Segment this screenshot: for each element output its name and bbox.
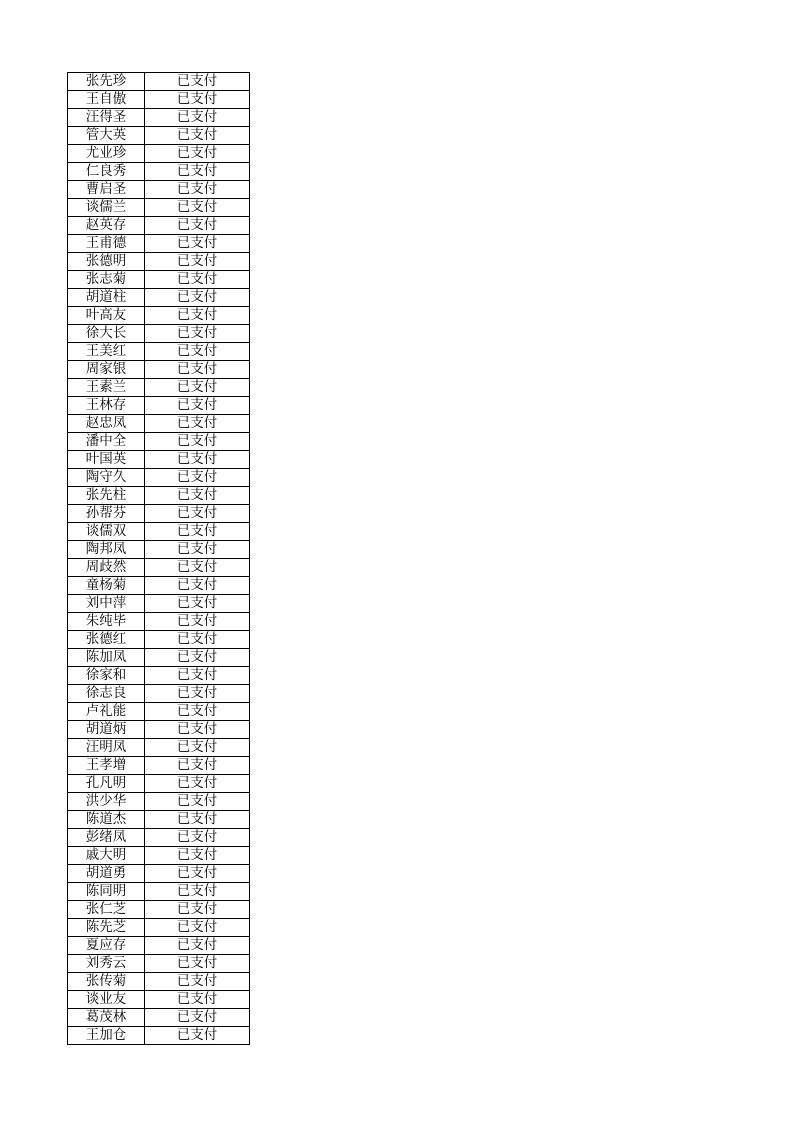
name-cell: 叶高友	[68, 307, 145, 325]
status-cell: 已支付	[145, 721, 250, 739]
status-cell: 已支付	[145, 847, 250, 865]
name-cell: 张志菊	[68, 271, 145, 289]
table-row	[68, 577, 250, 595]
status-cell: 已支付	[145, 271, 250, 289]
name-cell: 葛茂林	[68, 1009, 145, 1027]
name-cell: 赵英存	[68, 217, 145, 235]
status-cell: 已支付	[145, 775, 250, 793]
name-cell: 徐志良	[68, 685, 145, 703]
name-cell: 汪明凤	[68, 739, 145, 757]
name-cell: 徐大长	[68, 325, 145, 343]
status-cell: 已支付	[145, 379, 250, 397]
table-row	[68, 163, 250, 181]
table-row	[68, 253, 250, 271]
status-cell: 已支付	[145, 541, 250, 559]
name-cell: 王素兰	[68, 379, 145, 397]
table-row	[68, 613, 250, 631]
table-row	[68, 469, 250, 487]
table-row	[68, 973, 250, 991]
table-row	[68, 181, 250, 199]
table-row	[68, 991, 250, 1009]
status-cell: 已支付	[145, 109, 250, 127]
table-row	[68, 145, 250, 163]
table-row	[68, 451, 250, 469]
status-cell: 已支付	[145, 217, 250, 235]
name-cell: 仁良秀	[68, 163, 145, 181]
status-cell: 已支付	[145, 127, 250, 145]
name-cell: 周歧然	[68, 559, 145, 577]
table-row	[68, 775, 250, 793]
table-row	[68, 883, 250, 901]
table-row	[68, 433, 250, 451]
status-cell: 已支付	[145, 955, 250, 973]
name-cell: 陈同明	[68, 883, 145, 901]
table-row	[68, 685, 250, 703]
status-cell: 已支付	[145, 793, 250, 811]
payment-table-body	[68, 73, 250, 1045]
table-row	[68, 865, 250, 883]
table-row	[68, 955, 250, 973]
name-cell: 尤业珍	[68, 145, 145, 163]
table-row	[68, 415, 250, 433]
table-row	[68, 235, 250, 253]
status-cell: 已支付	[145, 829, 250, 847]
status-cell: 已支付	[145, 595, 250, 613]
name-cell: 王林存	[68, 397, 145, 415]
name-cell: 童杨菊	[68, 577, 145, 595]
status-cell: 已支付	[145, 685, 250, 703]
status-cell: 已支付	[145, 253, 250, 271]
payment-sheet	[67, 72, 249, 1045]
table-row	[68, 199, 250, 217]
status-cell: 已支付	[145, 973, 250, 991]
name-cell: 张德明	[68, 253, 145, 271]
status-cell: 已支付	[145, 433, 250, 451]
status-cell: 已支付	[145, 631, 250, 649]
table-row	[68, 739, 250, 757]
table-row	[68, 271, 250, 289]
table-row	[68, 721, 250, 739]
name-cell: 谈儒兰	[68, 199, 145, 217]
name-cell: 张传菊	[68, 973, 145, 991]
table-row	[68, 397, 250, 415]
name-cell: 周家银	[68, 361, 145, 379]
name-cell: 张先柱	[68, 487, 145, 505]
status-cell: 已支付	[145, 991, 250, 1009]
name-cell: 胡道勇	[68, 865, 145, 883]
status-cell: 已支付	[145, 613, 250, 631]
status-cell: 已支付	[145, 757, 250, 775]
table-row	[68, 109, 250, 127]
status-cell: 已支付	[145, 523, 250, 541]
table-row	[68, 127, 250, 145]
status-cell: 已支付	[145, 307, 250, 325]
status-cell: 已支付	[145, 397, 250, 415]
table-row	[68, 595, 250, 613]
status-cell: 已支付	[145, 145, 250, 163]
name-cell: 张德红	[68, 631, 145, 649]
table-row	[68, 793, 250, 811]
status-cell: 已支付	[145, 487, 250, 505]
status-cell: 已支付	[145, 901, 250, 919]
name-cell: 王自傲	[68, 91, 145, 109]
name-cell: 胡道柱	[68, 289, 145, 307]
status-cell: 已支付	[145, 703, 250, 721]
name-cell: 潘中全	[68, 433, 145, 451]
table-row	[68, 289, 250, 307]
status-cell: 已支付	[145, 919, 250, 937]
name-cell: 汪得圣	[68, 109, 145, 127]
table-row	[68, 811, 250, 829]
name-cell: 朱纯毕	[68, 613, 145, 631]
name-cell: 张先珍	[68, 73, 145, 91]
status-cell: 已支付	[145, 325, 250, 343]
status-cell: 已支付	[145, 883, 250, 901]
name-cell: 陈先芝	[68, 919, 145, 937]
table-row	[68, 73, 250, 91]
status-cell: 已支付	[145, 577, 250, 595]
table-row	[68, 487, 250, 505]
table-row	[68, 847, 250, 865]
name-cell: 赵忠凤	[68, 415, 145, 433]
name-cell: 陈加凤	[68, 649, 145, 667]
table-row	[68, 667, 250, 685]
status-cell: 已支付	[145, 289, 250, 307]
status-cell: 已支付	[145, 649, 250, 667]
status-cell: 已支付	[145, 163, 250, 181]
status-cell: 已支付	[145, 667, 250, 685]
table-row	[68, 307, 250, 325]
name-cell: 刘中萍	[68, 595, 145, 613]
name-cell: 卢礼能	[68, 703, 145, 721]
table-row	[68, 559, 250, 577]
name-cell: 徐家和	[68, 667, 145, 685]
name-cell: 谈儒双	[68, 523, 145, 541]
table-row	[68, 379, 250, 397]
status-cell: 已支付	[145, 505, 250, 523]
name-cell: 胡道炳	[68, 721, 145, 739]
table-row	[68, 361, 250, 379]
table-row	[68, 937, 250, 955]
table-row	[68, 829, 250, 847]
table-row	[68, 757, 250, 775]
name-cell: 戚大明	[68, 847, 145, 865]
table-row	[68, 919, 250, 937]
name-cell: 张仁芝	[68, 901, 145, 919]
status-cell: 已支付	[145, 451, 250, 469]
table-row	[68, 649, 250, 667]
name-cell: 王加仓	[68, 1027, 145, 1045]
status-cell: 已支付	[145, 343, 250, 361]
table-row	[68, 631, 250, 649]
name-cell: 陶邦凤	[68, 541, 145, 559]
table-row	[68, 325, 250, 343]
name-cell: 孙帮芬	[68, 505, 145, 523]
name-cell: 叶国英	[68, 451, 145, 469]
name-cell: 谈业友	[68, 991, 145, 1009]
name-cell: 陈道杰	[68, 811, 145, 829]
status-cell: 已支付	[145, 199, 250, 217]
status-cell: 已支付	[145, 73, 250, 91]
status-cell: 已支付	[145, 469, 250, 487]
table-row	[68, 343, 250, 361]
table-row	[68, 91, 250, 109]
name-cell: 王美红	[68, 343, 145, 361]
status-cell: 已支付	[145, 739, 250, 757]
status-cell: 已支付	[145, 865, 250, 883]
name-cell: 陶守久	[68, 469, 145, 487]
status-cell: 已支付	[145, 415, 250, 433]
table-row	[68, 523, 250, 541]
name-cell: 曹启圣	[68, 181, 145, 199]
name-cell: 彭绪凤	[68, 829, 145, 847]
status-cell: 已支付	[145, 235, 250, 253]
status-cell: 已支付	[145, 937, 250, 955]
name-cell: 孔凡明	[68, 775, 145, 793]
name-cell: 刘秀云	[68, 955, 145, 973]
status-cell: 已支付	[145, 91, 250, 109]
table-row	[68, 1009, 250, 1027]
status-cell: 已支付	[145, 1027, 250, 1045]
name-cell: 洪少华	[68, 793, 145, 811]
table-row	[68, 505, 250, 523]
name-cell: 王甫德	[68, 235, 145, 253]
status-cell: 已支付	[145, 1009, 250, 1027]
table-row	[68, 1027, 250, 1045]
status-cell: 已支付	[145, 361, 250, 379]
table-row	[68, 541, 250, 559]
name-cell: 王孝增	[68, 757, 145, 775]
table-row	[68, 217, 250, 235]
name-cell: 夏应存	[68, 937, 145, 955]
table-row	[68, 901, 250, 919]
status-cell: 已支付	[145, 181, 250, 199]
status-cell: 已支付	[145, 559, 250, 577]
name-cell: 管大英	[68, 127, 145, 145]
status-cell: 已支付	[145, 811, 250, 829]
payment-table	[67, 72, 250, 1045]
table-row	[68, 703, 250, 721]
